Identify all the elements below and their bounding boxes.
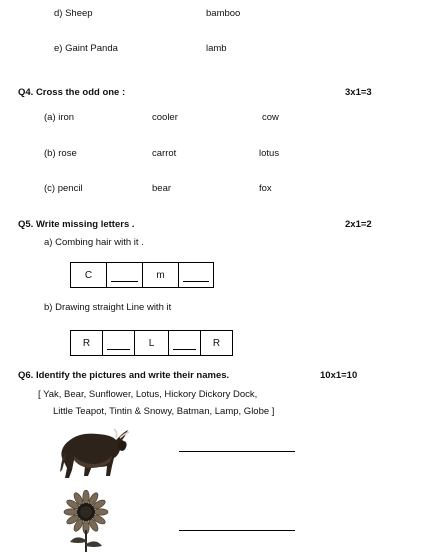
q5-b-text: b) Drawing straight Line with it [44,302,172,313]
q3-left-e: e) Gaint Panda [54,43,118,54]
q3-right-e: lamb [206,43,227,54]
q6-word-bank-line-2: Little Teapot, Tintin & Snowy, Batman, Lamp, Globe ] [53,406,275,417]
q6-marks: 10x1=10 [320,370,358,381]
letter-blank[interactable] [179,263,213,287]
answer-line-1[interactable] [179,451,295,452]
answer-line-2[interactable] [179,530,295,531]
q4-row-c-option-2: bear [152,183,172,194]
q5-b-letter-boxes [70,330,233,356]
q4-row-b-option-2: carrot [152,148,177,159]
q5-a-letter-boxes [70,262,214,288]
q5-marks: 2x1=2 [345,219,372,230]
letter-box: R [212,337,221,349]
letter-box: R [71,331,103,355]
q6-title: Q6. Identify the pictures and write their names. [18,370,230,381]
letter-blank[interactable] [103,331,135,355]
q4-row-a-option-3: cow [262,112,279,123]
q4-row-c-option-3: fox [259,183,272,194]
letter-box: L [135,331,169,355]
letter-box: m [143,263,179,287]
sunflower-picture-icon [62,490,112,552]
q4-title: Q4. Cross the odd one : [18,87,126,98]
letter-box: C [71,263,107,287]
q4-row-c-label: (c) pencil [44,183,83,194]
q4-row-b-label: (b) rose [44,148,77,159]
q6-word-bank-line-1: [ Yak, Bear, Sunflower, Lotus, Hickory Dickory Dock, [38,389,258,400]
q5-title: Q5. Write missing letters . [18,219,135,230]
q3-right-d: bamboo [206,8,241,19]
letter-blank[interactable] [169,331,201,355]
q4-row-a-label: (a) iron [44,112,75,123]
letter-blank[interactable] [107,263,143,287]
q3-left-d: d) Sheep [54,8,93,19]
q5-a-text: a) Combing hair with it . [44,237,144,248]
q4-row-a-option-2: cooler [152,112,178,123]
q4-marks: 3x1=3 [345,87,372,98]
yak-picture-icon [52,426,132,484]
q4-row-b-option-3: lotus [259,148,280,159]
